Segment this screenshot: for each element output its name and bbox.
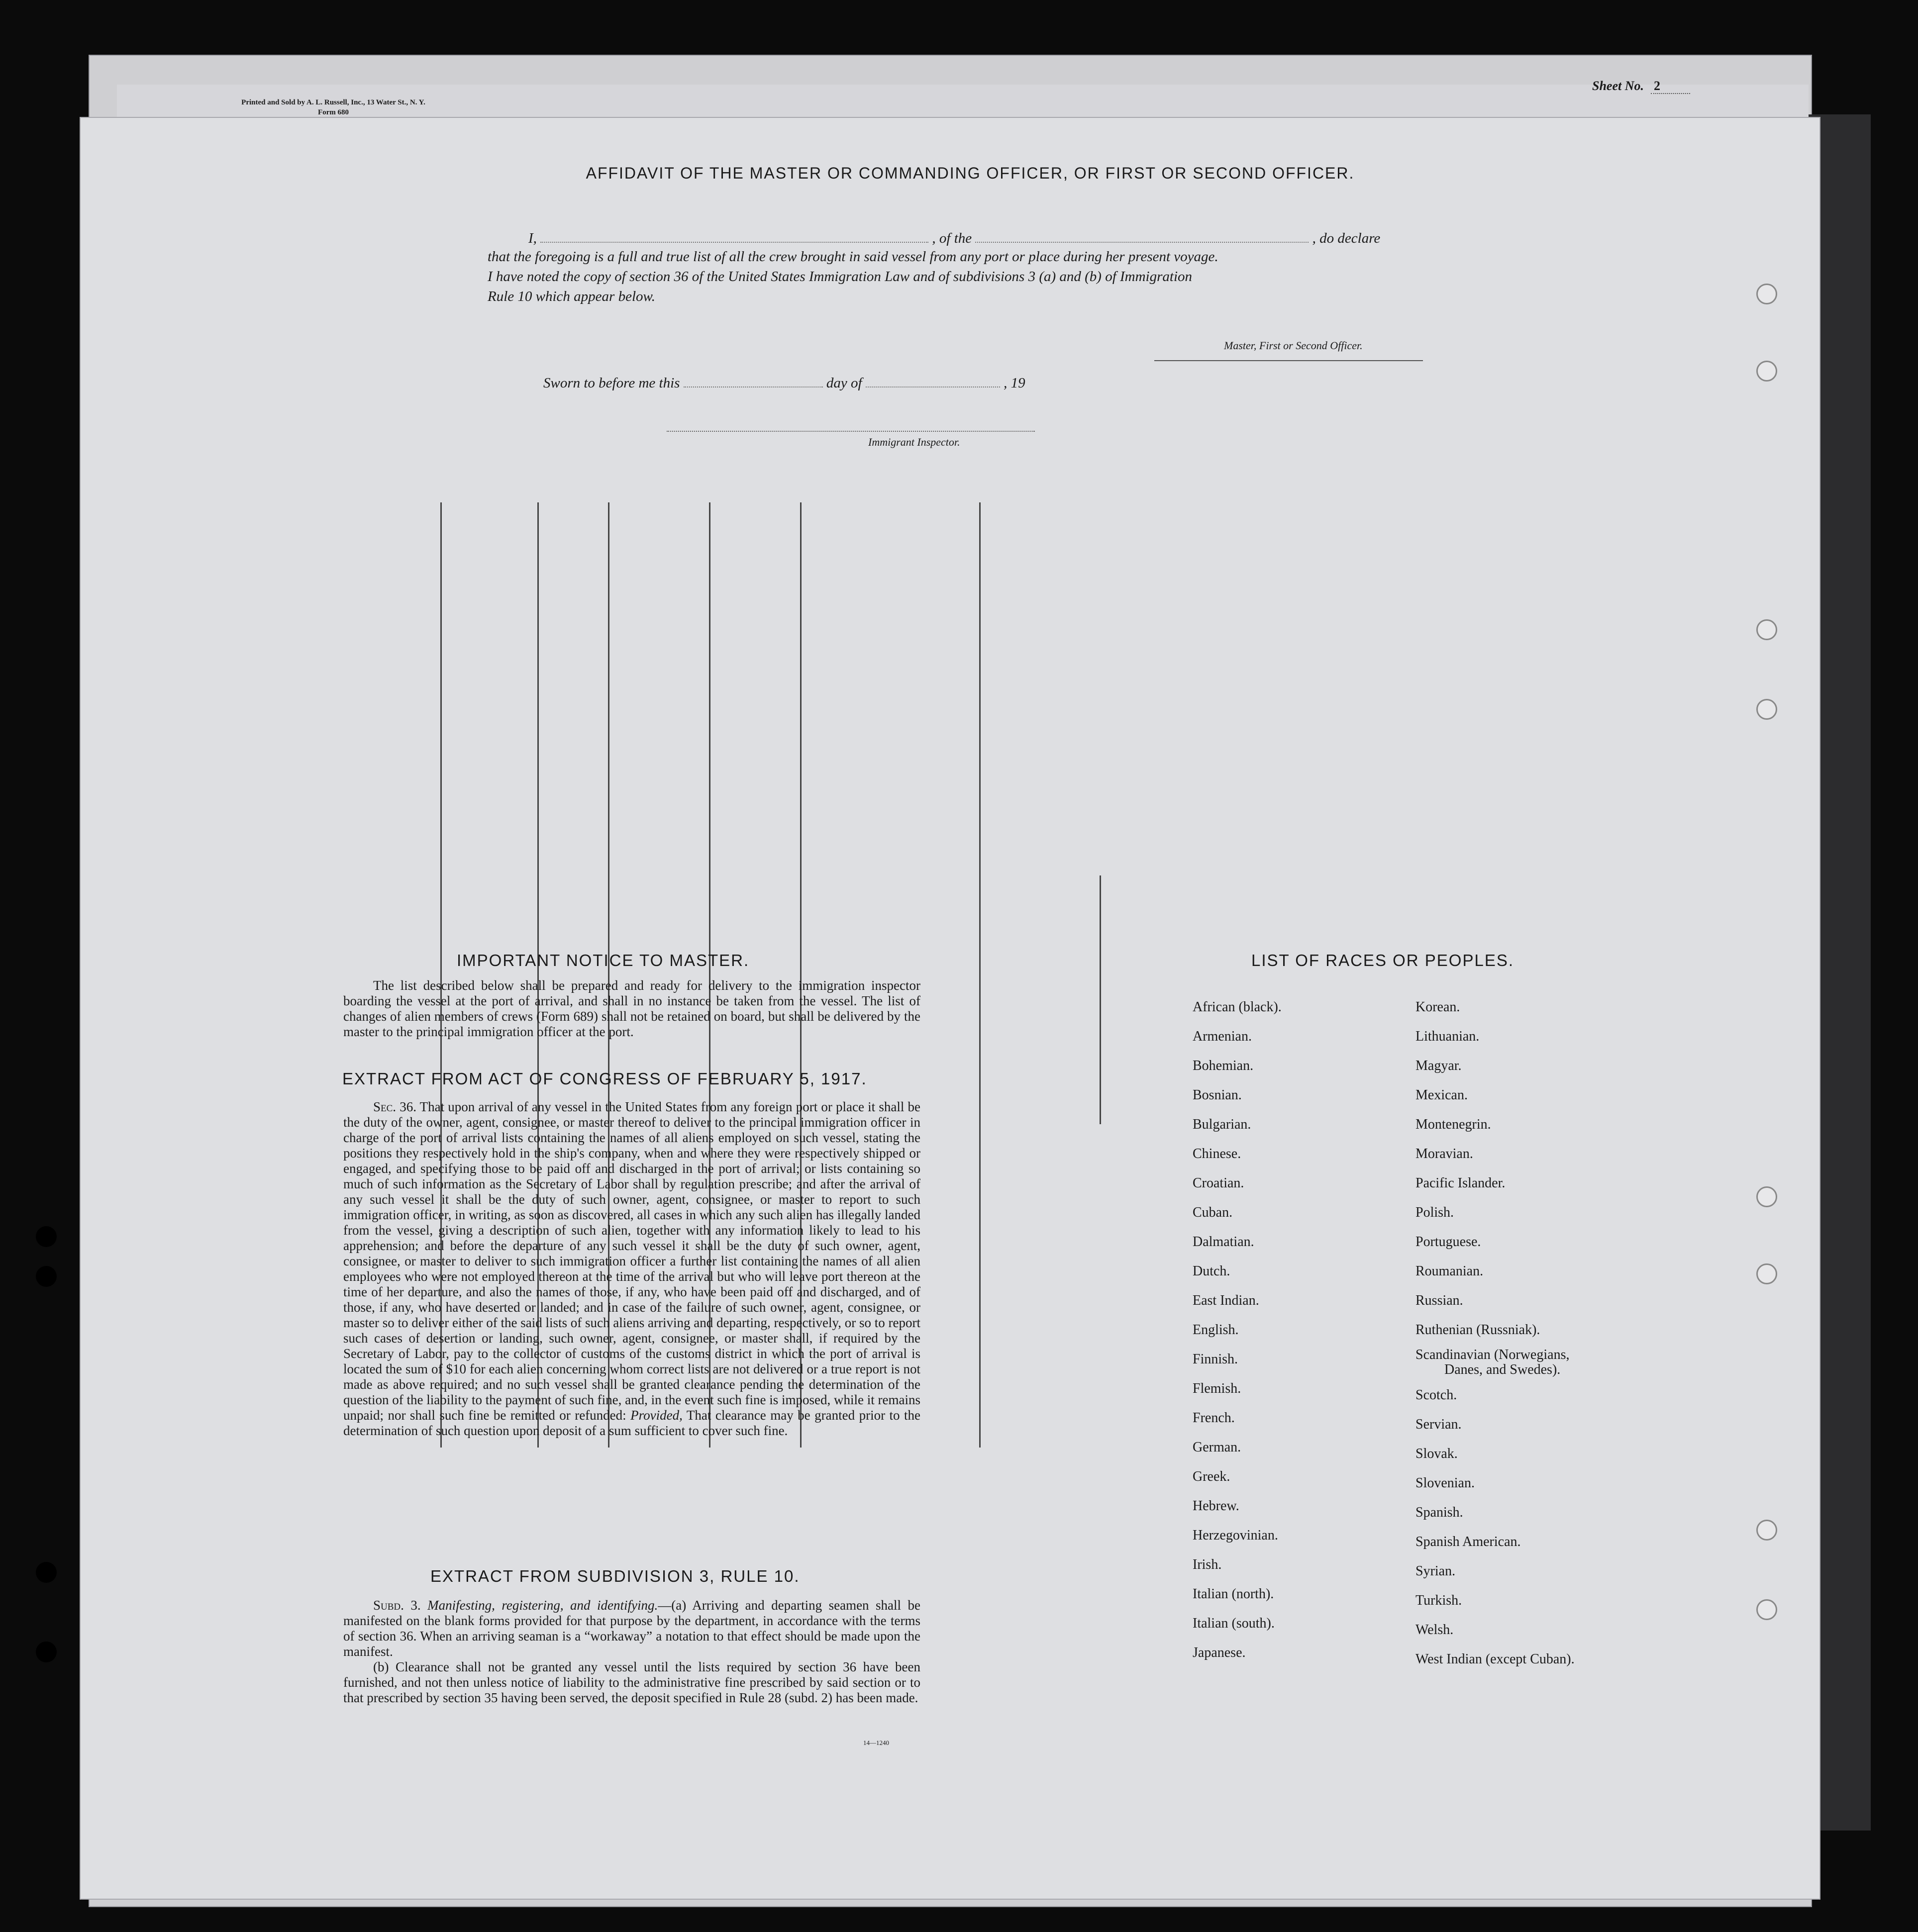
day-blank xyxy=(684,386,823,387)
race-item: Scandinavian (Norwegians, xyxy=(1415,1347,1570,1362)
section-label: Sec. 36. xyxy=(373,1099,416,1114)
column-rule xyxy=(1100,875,1101,1124)
act-text-end: That clearance may be granted prior to the determination of such question upon deposit of a sum sufficient to cover such fine. xyxy=(343,1408,921,1438)
race-item: Finnish. xyxy=(1193,1352,1238,1367)
race-item: Magyar. xyxy=(1415,1058,1462,1073)
punch-hole-icon xyxy=(1756,1599,1777,1620)
race-item: Dutch. xyxy=(1193,1263,1230,1279)
race-item: Slovenian. xyxy=(1415,1475,1475,1491)
race-item: Roumanian. xyxy=(1415,1263,1484,1279)
race-item: Dalmatian. xyxy=(1193,1234,1254,1250)
race-item: Spanish. xyxy=(1415,1505,1463,1520)
punch-hole-icon xyxy=(36,1562,57,1583)
notice-text: The list described below shall be prepared and ready for delivery to the immigration inspector boarding the vessel at the port of arrival, and shall in no instance be taken from the vessel. The list of changes of alien members of crews (Form 689) shall not be retained on board, but shall be delivered by the master to the principal immigration officer at the port. xyxy=(343,978,920,1039)
race-item: English. xyxy=(1193,1322,1239,1338)
notice-heading: IMPORTANT NOTICE TO MASTER. xyxy=(457,951,750,969)
sheet-value: 2 xyxy=(1651,79,1690,94)
signature-line xyxy=(1154,360,1423,361)
rule-heading: EXTRACT FROM SUBDIVISION 3, RULE 10. xyxy=(430,1567,800,1585)
race-item: Portuguese. xyxy=(1415,1234,1481,1250)
name-blank xyxy=(540,242,928,243)
race-item: Armenian. xyxy=(1193,1029,1252,1044)
race-item: Bulgarian. xyxy=(1193,1117,1251,1132)
affidavit-title: AFFIDAVIT OF THE MASTER OR COMMANDING OFFICER, OR FIRST OR SECOND OFFICER. xyxy=(586,164,1355,182)
sheet-label: Sheet No. xyxy=(1592,79,1644,93)
race-item: Japanese. xyxy=(1193,1645,1246,1660)
punch-hole-icon xyxy=(36,1226,57,1247)
rule-paragraph-a: —(a) Arriving and departing seamen shall be manifested on the blank forms provided for that purpose by the department, in accordance with the terms of section 36. When an arriving seaman is a “workaway” a notation to that effect should be made upon the manifest. xyxy=(343,1598,920,1659)
race-item: Spanish American. xyxy=(1415,1534,1521,1549)
form-number-line: Form 680 xyxy=(317,108,349,116)
punch-hole-icon xyxy=(36,1642,57,1662)
races-column-1 xyxy=(1193,992,1282,1667)
race-item: Welsh. xyxy=(1415,1622,1454,1638)
race-item: Italian (south). xyxy=(1193,1616,1275,1631)
race-item: Russian. xyxy=(1415,1293,1463,1308)
race-item: Syrian. xyxy=(1415,1563,1456,1579)
year-prefix: , 19 xyxy=(1004,375,1025,391)
subdivision-label: Subd. 3. xyxy=(373,1598,421,1613)
race-item: Croatian. xyxy=(1193,1175,1244,1191)
act-heading: EXTRACT FROM ACT OF CONGRESS OF FEBRUARY 5, 1917. xyxy=(342,1069,867,1088)
races-heading: LIST OF RACES OR PEOPLES. xyxy=(1251,951,1514,969)
race-item: Pacific Islander. xyxy=(1415,1175,1506,1191)
race-item: Bosnian. xyxy=(1193,1087,1242,1103)
act-text: That upon arrival of any vessel in the United States from any foreign port or place it shall be the duty of the owner, agent, consignee, or master thereof to deliver to the principal immigration officer in charge of the port of arrival lists containing the names of all aliens employed on such vessel, stating the positions they respectively hold in the ship's company, when and where they were respectively shipped or engaged, and specifying those to be paid off and discharged in the port of arrival; or lists containing so much of such information as the Secretary of Labor shall by regulation prescribe; and after the arrival of any such vessel it shall be the duty of such owner, agent, consignee, or master to report to such immigration officer, in writing, as soon as discovered, all cases in which any such alien has illegally landed from the vessel, giving a description of such alien, together with any information likely to lead to his apprehension; and before the departure of any such vessel it shall be the duty of such owner, agent, consignee, or master to deliver to such immigration officer a further list containing the names of all alien employees who were not employed thereon at the time of the arrival but who will leave port thereon at the time of her departure, and also the names of those, if any, who have been paid off and discharged, and of those, if any, who have deserted or landed; and in case of the failure of such owner, agent, consignee, or master so to deliver either of the said lists of such aliens arriving and departing, respectively, or so to report such cases of desertion or landing, such owner, agent, consignee, or master shall, if required by the Secretary of Labor, pay to the collector of customs of the customs district in which the port of arrival is located the sum of $10 for each alien concerning whom correct lists are not delivered or a true report is not made as above required; and no such vessel shall be granted clearance pending the determination of the question of the liability to the payment of such fine, and, in the event such fine is imposed, while it remains unpaid; nor shall such fine be remitted or refunded: xyxy=(343,1099,920,1423)
race-item: West Indian (except Cuban). xyxy=(1415,1651,1575,1667)
column-rule xyxy=(979,502,981,1448)
race-item: Herzegovinian. xyxy=(1193,1528,1278,1543)
vessel-blank xyxy=(975,242,1309,243)
race-item: Bohemian. xyxy=(1193,1058,1254,1073)
inspector-caption: Immigrant Inspector. xyxy=(868,436,960,448)
declaration-line-4: Rule 10 which appear below. xyxy=(488,289,655,304)
race-item: Italian (north). xyxy=(1193,1586,1274,1602)
race-item: Cuban. xyxy=(1193,1205,1233,1220)
race-item: Mexican. xyxy=(1415,1087,1468,1103)
race-item: Irish. xyxy=(1193,1557,1222,1572)
punch-hole-icon xyxy=(36,1266,57,1287)
race-item: Moravian. xyxy=(1415,1146,1473,1161)
act-text-block xyxy=(343,1099,920,1439)
declaration-line-1 xyxy=(528,230,1380,247)
punch-hole-icon xyxy=(1756,699,1777,720)
race-item: Turkish. xyxy=(1415,1593,1462,1608)
declaration-line-3: I have noted the copy of section 36 of the United States Immigration Law and of subdivisions 3 (a) and (b) of Immigration xyxy=(488,269,1193,285)
race-item: Slovak. xyxy=(1415,1446,1458,1461)
signature-caption: Master, First or Second Officer. xyxy=(1224,339,1363,352)
race-item: Ruthenian (Russniak). xyxy=(1415,1322,1540,1338)
race-item: French. xyxy=(1193,1410,1235,1426)
printer-line: Printed and Sold by A. L. Russell, Inc., 13 Water St., N. Y. xyxy=(241,98,425,106)
race-item: Flemish. xyxy=(1193,1381,1241,1396)
day-of-text: day of xyxy=(826,375,862,391)
month-blank xyxy=(866,386,1000,387)
subdivision-title: Manifesting, registering, and identifying. xyxy=(427,1598,658,1613)
text-do-declare: , do declare xyxy=(1312,230,1381,246)
text-of-the: , of the xyxy=(932,230,972,246)
race-item: Scotch. xyxy=(1415,1387,1457,1403)
race-item: Servian. xyxy=(1415,1417,1462,1432)
form-number: 14—1240 xyxy=(863,1739,889,1746)
race-item: Chinese. xyxy=(1193,1146,1241,1161)
race-item: East Indian. xyxy=(1193,1293,1259,1308)
race-item: Greek. xyxy=(1193,1469,1230,1484)
rule-text-block xyxy=(343,1598,920,1706)
race-item: African (black). xyxy=(1193,999,1282,1015)
race-item: Lithuanian. xyxy=(1415,1029,1480,1044)
text-i: I, xyxy=(528,230,537,246)
punch-hole-icon xyxy=(1756,361,1777,382)
sworn-text: Sworn to before me this xyxy=(543,375,680,391)
sworn-line xyxy=(543,375,1025,391)
punch-hole-icon xyxy=(1756,1263,1777,1284)
punch-hole-icon xyxy=(1756,1520,1777,1541)
provided-label: Provided, xyxy=(630,1408,683,1423)
race-item: Polish. xyxy=(1415,1205,1454,1220)
inspector-line xyxy=(667,431,1035,432)
sheet-number xyxy=(1592,79,1690,94)
punch-hole-icon xyxy=(1756,619,1777,640)
printer-imprint xyxy=(184,97,483,117)
declaration-line-2: that the foregoing is a full and true list of all the crew brought in said vessel from any port or place during her present voyage. xyxy=(488,249,1218,265)
races-column-2 xyxy=(1415,992,1575,1674)
race-item: Danes, and Swedes). xyxy=(1444,1362,1561,1377)
punch-hole-icon xyxy=(1756,1186,1777,1207)
punch-hole-icon xyxy=(1756,284,1777,304)
race-item: Hebrew. xyxy=(1193,1498,1239,1514)
race-item: Montenegrin. xyxy=(1415,1117,1491,1132)
rule-paragraph-b: (b) Clearance shall not be granted any vessel until the lists required by section 36 have been furnished, and not then unless notice of liability to the administrative fine prescribed by said section or to that prescribed by section 35 having been served, the deposit specified in Rule 28 (subd. 2) has been made. xyxy=(343,1659,920,1705)
race-item: German. xyxy=(1193,1440,1241,1455)
race-item: Korean. xyxy=(1415,999,1460,1015)
